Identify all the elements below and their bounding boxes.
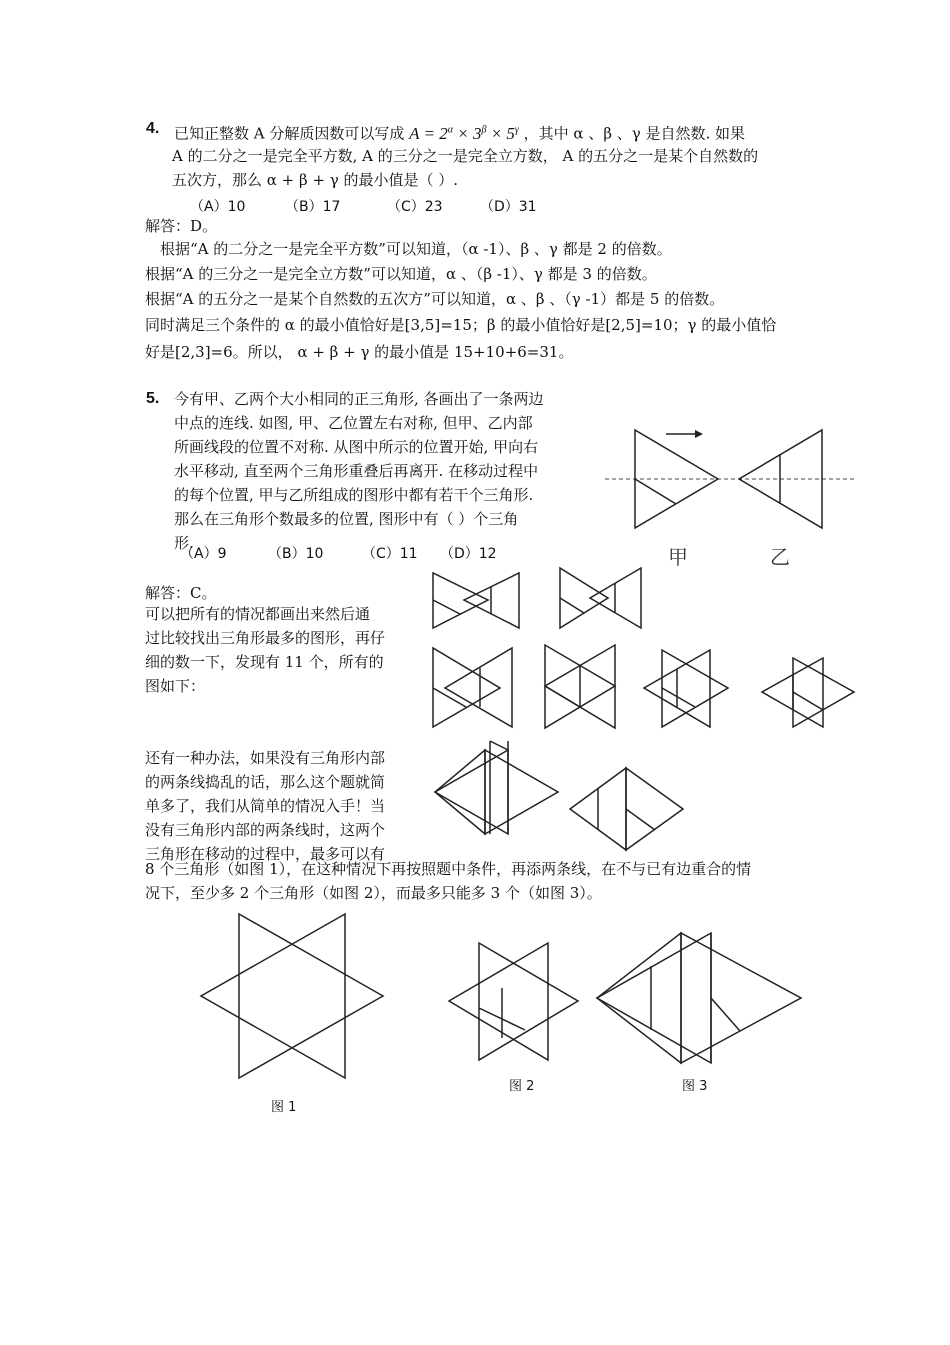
q4-solution-4: 同时满足三个条件的 α 的最小值恰好是[3,5]=15；β 的最小值恰好是[2,5]=10；γ 的最小值恰 xyxy=(145,316,777,334)
case2-left-triangle xyxy=(560,568,608,628)
fig2-triangle-left xyxy=(449,943,548,1060)
fig1-triangle-left xyxy=(201,914,345,1078)
case-figures-row-2 xyxy=(430,640,860,730)
figure-3 xyxy=(595,928,805,1068)
q4-line1-text-b: ，其中 α 、β 、γ 是自然数. 如果 xyxy=(523,124,746,143)
q4-option-d: （D）31 xyxy=(480,199,537,215)
q4-line2: A 的二分之一是完全平方数, A 的三分之一是完全立方数， A 的五分之一是某个自然数的 xyxy=(172,147,759,165)
q5-line-6: 那么在三角形个数最多的位置, 图形中有（ ）个三角 xyxy=(174,510,519,528)
q5-line-2: 中点的连线. 如图, 甲、乙位置左右对称, 但甲、乙内部 xyxy=(174,414,533,432)
case3-right-triangle xyxy=(445,648,512,727)
case2-left-midline xyxy=(560,598,584,613)
case1-left-midline xyxy=(433,600,460,614)
q5-line-1: 今有甲、乙两个大小相同的正三角形, 各画出了一条两边 xyxy=(174,390,544,408)
label-yi: 乙 xyxy=(770,545,790,569)
case7-left-triangle xyxy=(435,750,485,834)
case3-left-triangle xyxy=(433,648,500,727)
q5-sol-b-2: 的两条线捣乱的话，那么这个题就简 xyxy=(145,773,386,791)
q5-sol-a-1: 可以把所有的情况都画出来然后通 xyxy=(145,605,371,623)
q5-sol-a-4: 图如下： xyxy=(145,677,206,695)
q4-option-a: （A）10 xyxy=(190,199,246,215)
q5-answer: 解答：C。 xyxy=(145,584,217,602)
case-figures-row-1 xyxy=(430,565,650,635)
q5-line-4: 水平移动, 直至两个三角形重叠后再离开. 在移动过程中 xyxy=(174,462,539,480)
jia-midline xyxy=(635,479,676,504)
q5-number: 5. xyxy=(146,390,160,407)
q5-sol-b-4: 没有三角形内部的两条线时，这两个 xyxy=(145,821,386,839)
q5-sol-b-5: 三角形在移动的过程中，最多可以有 xyxy=(145,845,386,863)
q5-sol-c-2: 况下，至少多 2 个三角形（如图 2），而最多只能多 3 个（如图 3）。 xyxy=(145,884,602,902)
case1-left-triangle xyxy=(433,573,488,628)
case7-top-edge xyxy=(490,741,508,750)
q4-formula: $A = 2^\alpha \times 3^\beta \times 5^\gamma$ xyxy=(409,123,519,143)
q4-number: 4. xyxy=(146,120,160,137)
fig2-triangle-right xyxy=(479,943,578,1060)
figure-2 xyxy=(445,938,585,1068)
case7-right-triangle-b xyxy=(485,750,558,834)
q5-line-3: 所画线段的位置不对称. 从图中所示的位置开始, 甲向右 xyxy=(174,438,539,456)
figure-3-caption: 图 3 xyxy=(682,1079,708,1094)
fig3-triangle-left xyxy=(597,933,681,1063)
figure-2-caption: 图 2 xyxy=(509,1079,535,1094)
fig3-triangle-right xyxy=(681,933,801,1063)
fig3-midline-2 xyxy=(711,998,740,1031)
q5-sol-a-2: 过比较找出三角形最多的图形，再仔 xyxy=(145,629,386,647)
q4-line1-text-a: 已知正整数 A 分解质因数可以写成 xyxy=(174,124,405,143)
case8-midline-2 xyxy=(626,809,655,830)
fig3-triangle-left-b xyxy=(597,933,711,1063)
q4-line1 xyxy=(174,118,745,146)
q4-line3: 五次方，那么 α + β + γ 的最小值是（ ）. xyxy=(172,171,459,189)
case8-right-triangle xyxy=(626,768,683,850)
q4-solution-1: 根据“A 的二分之一是完全平方数”可以知道，（α -1）、β 、γ 都是 2 的倍数。 xyxy=(160,240,672,258)
q5-option-c: （C）11 xyxy=(362,546,418,562)
q5-option-a: （A）9 xyxy=(180,546,227,562)
q4-solution-2: 根据“A 的三分之一是完全立方数”可以知道，α 、（β -1）、γ 都是 3 的倍数。 xyxy=(145,265,657,283)
case5-left-triangle xyxy=(662,650,728,727)
label-jia: 甲 xyxy=(668,545,688,569)
figure-1 xyxy=(195,908,390,1083)
arrow-right-icon xyxy=(695,430,703,438)
case7-right-triangle xyxy=(435,750,508,834)
q5-option-d: （D）12 xyxy=(440,546,497,562)
case6-left-midline xyxy=(793,692,823,710)
case4-left-midline xyxy=(545,686,580,707)
q4-option-c: （C）23 xyxy=(387,199,443,215)
case-figures-row-3 xyxy=(430,738,690,838)
q5-sol-a-3: 细的数一下，发现有 11 个，所有的 xyxy=(145,653,384,671)
q5-line-5: 的每个位置, 甲与乙所组成的图形中都有若干个三角形. xyxy=(174,486,534,504)
figure-1-caption: 图 1 xyxy=(271,1100,297,1115)
q5-line-7: 形. xyxy=(174,534,194,552)
q5-sol-c-1: 8 个三角形（如图 1），在这种情况下再按照题中条件，再添两条线，在不与已有边重合的情 xyxy=(145,860,752,878)
q5-option-b: （B）10 xyxy=(268,546,324,562)
q5-sol-b-1: 还有一种办法，如果没有三角形内部 xyxy=(145,749,386,767)
q4-option-b: （B）17 xyxy=(285,199,341,215)
q5-problem-figure xyxy=(600,420,860,570)
fig1-triangle-right xyxy=(239,914,383,1078)
q4-solution-5: 好是[2,3]=6。所以， α + β + γ 的最小值是 15+10+6=31。 xyxy=(145,343,574,361)
q4-answer: 解答：D。 xyxy=(145,217,218,235)
case5-left-midline xyxy=(662,688,695,707)
q5-sol-b-3: 单多了，我们从简单的情况入手！当 xyxy=(145,797,386,815)
q4-solution-3: 根据“A 的五分之一是某个自然数的五次方”可以知道，α 、β 、（γ -1）都是 5 的倍数。 xyxy=(145,290,725,308)
